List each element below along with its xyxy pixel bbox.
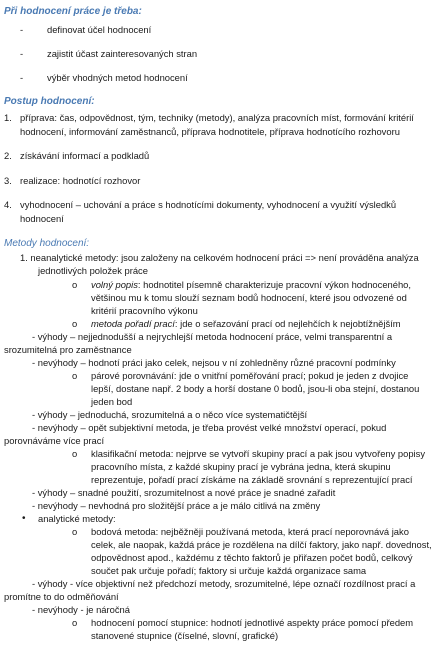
circle-bullet: o bbox=[72, 318, 78, 329]
list-item: vyhodnocení – uchování a práce s hodnotícími dokumenty, vyhodnocení a využití výsledků bbox=[20, 199, 397, 210]
circle-bullet: o bbox=[72, 370, 78, 381]
dash-bullet: - bbox=[20, 72, 24, 83]
list-item: definovat účel hodnocení bbox=[47, 24, 152, 35]
list-item: zajistit účast zainteresovaných stran bbox=[47, 48, 198, 59]
heading-evaluation-requirements: Při hodnocení práce je třeba: bbox=[4, 6, 142, 17]
method-line: analytické metody: bbox=[38, 513, 116, 524]
method-line: - nevýhody – hodnotí práci jako celek, nejsou v ní zohledněny různé pracovní podmínky bbox=[32, 357, 396, 368]
circle-bullet: o bbox=[72, 526, 78, 537]
method-line: porovnáváme více prací bbox=[4, 435, 105, 446]
method-line: hodnocení pomocí stupnice: hodnotí jednotlivé aspekty práce pomocí předem bbox=[91, 617, 414, 628]
list-item-continuation: hodnocení bbox=[20, 213, 64, 224]
circle-bullet: o bbox=[72, 448, 78, 459]
circle-bullet: o bbox=[72, 617, 78, 628]
method-line: reprezentuje, pořadí prací získáme na základě srovnání s reprezentující prací bbox=[91, 474, 413, 485]
list-item-continuation: hodnocení, informování zaměstnanců, příprava hodnotitele, příprava hodnotícího rozhovoru bbox=[20, 126, 400, 137]
dash-bullet: - bbox=[20, 24, 24, 35]
circle-bullet: o bbox=[72, 279, 78, 290]
method-line: - nevýhody - je náročná bbox=[32, 604, 130, 615]
heading-evaluation-procedure: Postup hodnocení: bbox=[4, 96, 95, 107]
list-number: 2. bbox=[4, 150, 12, 161]
method-line: jeden bod bbox=[91, 396, 133, 407]
method-line: většinou mu k tomu slouží seznam bodů hodnocení, které jsou odvozené od bbox=[91, 292, 407, 303]
method-line: - výhody – jednoduchá, srozumitelná a o něco více systematičtější bbox=[32, 409, 308, 420]
list-item: získávání informací a podkladů bbox=[20, 150, 150, 161]
method-line: součet pak určuje pořadí; faktory si určuje každá organizace sama bbox=[91, 565, 367, 576]
list-number: 3. bbox=[4, 175, 12, 186]
method-line: metoda pořadí prací: jde o seřazování prací od nejlehčích k nejobtížnějším bbox=[91, 318, 401, 329]
method-line: promítne to do odměňování bbox=[4, 591, 119, 602]
list-item: výběr vhodných metod hodnocení bbox=[47, 72, 188, 83]
method-line: celek, ale naopak, každá práce je rozdělena na dílčí faktory, jako např. dovednost, bbox=[91, 539, 432, 550]
list-number: 1. bbox=[4, 112, 12, 123]
dash-bullet: - bbox=[20, 48, 24, 59]
method-line: párové porovnávání: jde o vnitřní poměřování prací; pokud je jeden z dvojice bbox=[91, 370, 409, 381]
list-item: příprava: čas, odpovědnost, tým, techniky (metody), analýza pracovních míst, formování kritérií bbox=[20, 112, 414, 123]
method-line: klasifikační metoda: nejprve se vytvoří skupiny prací a pak jsou vytvořeny popisy bbox=[91, 448, 426, 459]
method-line: volný popis: hodnotitel písemně charakterizuje pracovní výkon hodnoceného, bbox=[91, 279, 411, 290]
method-line: 1. neanalytické metody: jsou založeny na celkovém hodnocení práci => není prováděna analýza bbox=[20, 252, 419, 263]
method-line: srozumitelná pro zaměstnance bbox=[4, 344, 132, 355]
method-line: - nevýhody – opět subjektivní metoda, je třeba provést velké množství operací, pokud bbox=[32, 422, 387, 433]
method-line: lepší, dostane např. 2 body a horší dostane 0 bodů, jsou-li oba stejní, dostanou bbox=[91, 383, 420, 394]
method-line: odpovědnost apod., každému z těchto faktorů je přiřazen počet bodů, celkový bbox=[91, 552, 413, 563]
method-line: bodová metoda: nejběžněji používaná metoda, která prací neporovnává jako bbox=[91, 526, 409, 537]
method-line: - výhody – snadné použití, srozumitelnost a nové práce je snadné zařadit bbox=[32, 487, 336, 498]
method-line: pracovního místa, z každé skupiny prací je vybrána jedna, která skupinu bbox=[91, 461, 391, 472]
method-line: stanovené stupnice (číselné, slovní, grafické) bbox=[91, 630, 279, 641]
round-bullet: • bbox=[22, 513, 26, 524]
heading-evaluation-methods: Metody hodnocení: bbox=[4, 238, 90, 249]
method-line: kritérií pracovního výkonu bbox=[91, 305, 198, 316]
method-line: - výhody - více objektivní než předchozí metody, srozumitelné, lépe označí rozdílnost prací a bbox=[32, 578, 416, 589]
method-line: jednotlivých položek práce bbox=[38, 265, 148, 276]
method-line: - nevýhody – nevhodná pro složitější práce a je málo citlivá na změny bbox=[32, 500, 321, 511]
list-number: 4. bbox=[4, 199, 12, 210]
method-line: - výhody – nejjednodušší a nejrychlejší metoda hodnocení práce, velmi transparentní a bbox=[32, 331, 393, 342]
list-item: realizace: hodnotící rozhovor bbox=[20, 175, 141, 186]
